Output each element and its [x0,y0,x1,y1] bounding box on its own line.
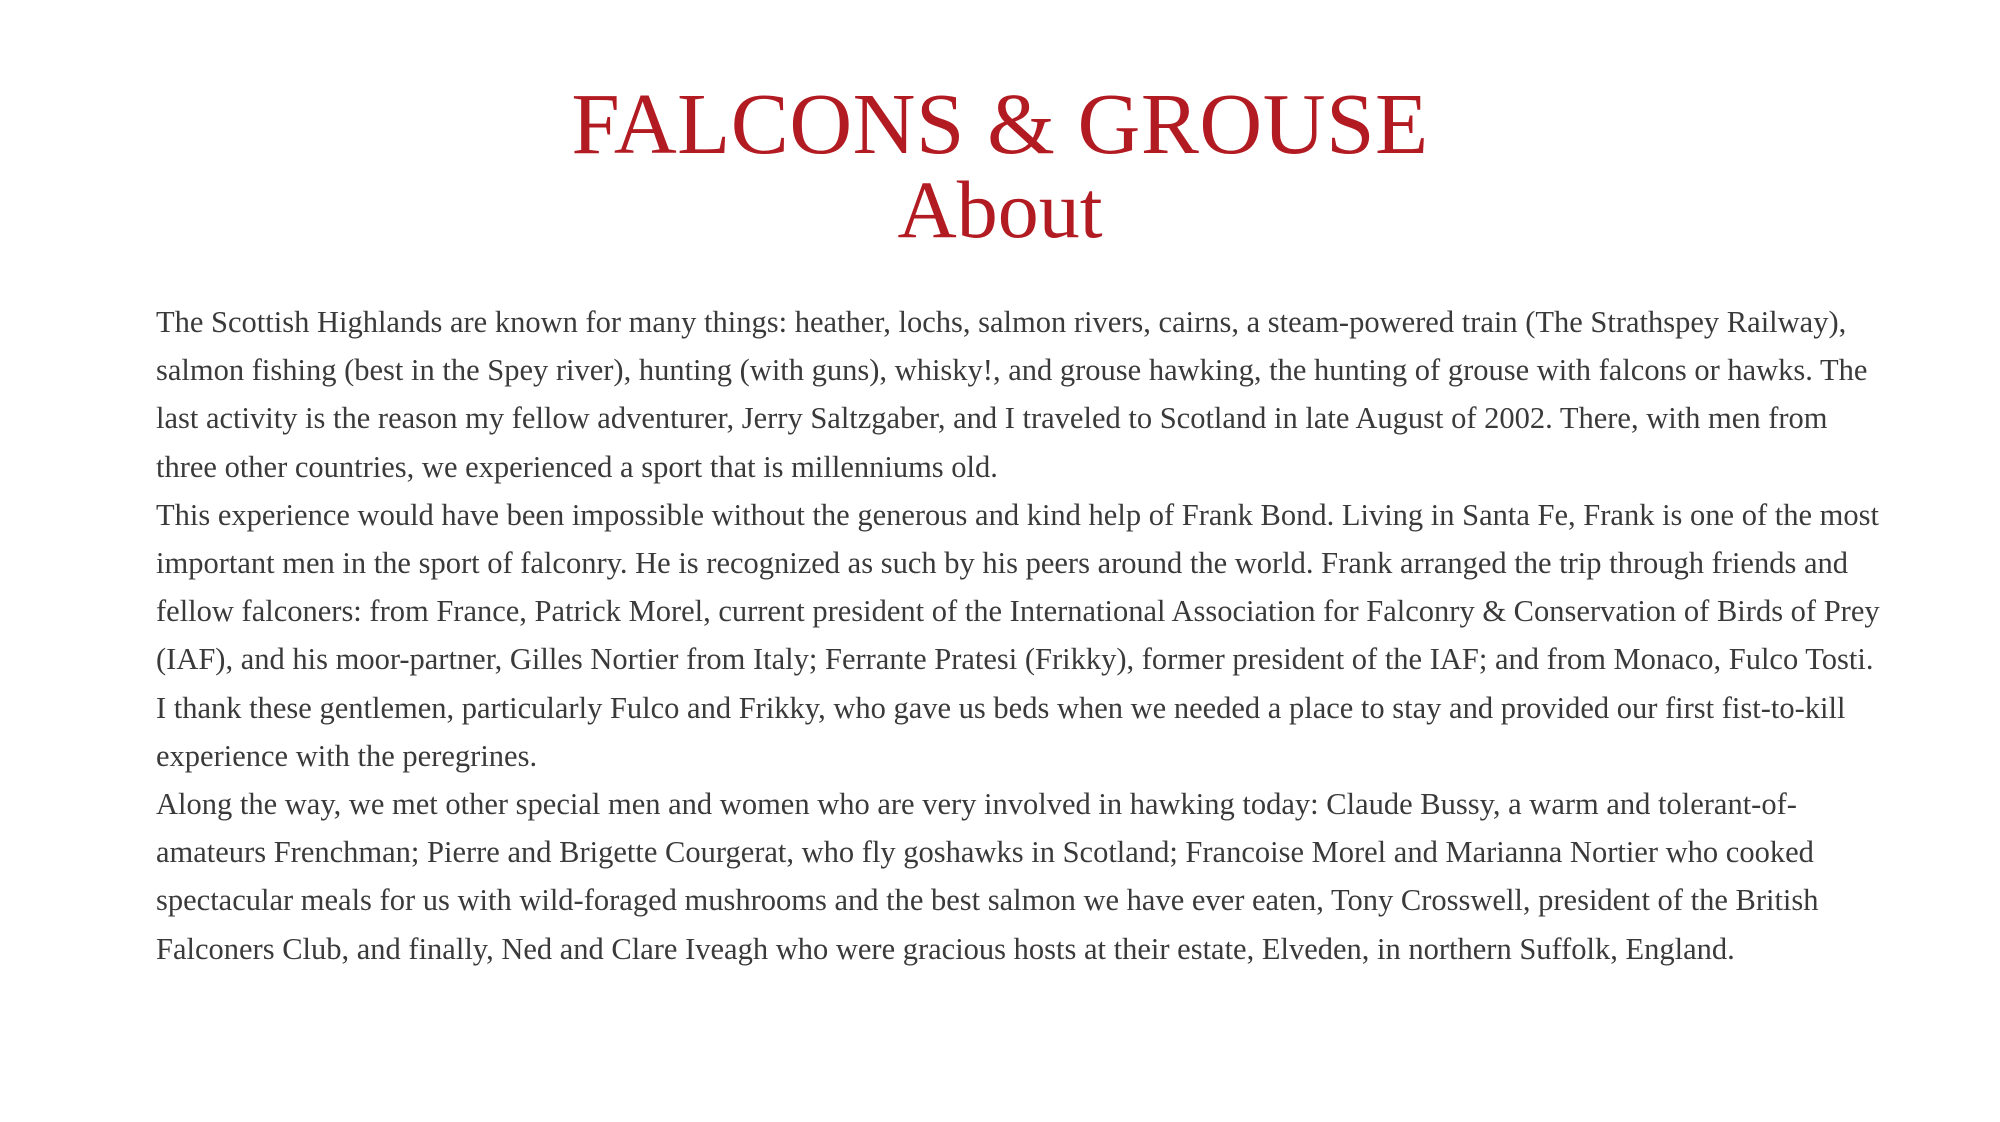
page-header [0,75,2000,255]
paragraph-people-met: Along the way, we met other special men and women who are very involved in hawking today: Claude Bussy, a warm and tolerant-of-amateurs Frenchman; Pierre and Brigette Courgerat, who fly goshawks in Scotland; Francoise Morel and Marianna Nortier who cooked spectacular meals for us with wild-foraged mushrooms and the best salmon we have ever eaten, Tony Crosswell, president of the British Falconers Club, and finally, Ned and Clare Iveagh who were gracious hosts at their estate, Elveden, in northern Suffolk, England. [156,787,1819,966]
site-title[interactable]: FALCONS & GROUSE [571,75,1429,172]
paragraph-intro: The Scottish Highlands are known for many things: heather, lochs, salmon rivers, cairns, a steam-powered train (The Strathspey Railway), salmon fishing (best in the Spey river), hunting (with guns), whisky!, and grouse hawking, the hunting of grouse with falcons or hawks. The last activity is the reason my fellow adventurer, Jerry Saltzgaber, and I traveled to Scotland in late August of 2002. There, with men from three other countries, we experienced a sport that is millenniums old. [156,305,1868,484]
about-content [156,298,1886,973]
page-title: About [897,164,1103,255]
paragraph-acknowledgements: This experience would have been impossible without the generous and kind help of Frank Bond. Living in Santa Fe, Frank is one of the most important men in the sport of falconry. He is recognized as such by his peers around the world. Frank arranged the trip through friends and fellow falconers: from France, Patrick Morel, current president of the International Association for Falconry & Conservation of Birds of Prey (IAF), and his moor-partner, Gilles Nortier from Italy; Ferrante Pratesi (Frikky), former president of the IAF; and from Monaco, Fulco Tosti. I thank these gentlemen, particularly Fulco and Frikky, who gave us beds when we needed a place to stay and provided our first fist-to-kill experience with the peregrines. [156,497,1880,773]
